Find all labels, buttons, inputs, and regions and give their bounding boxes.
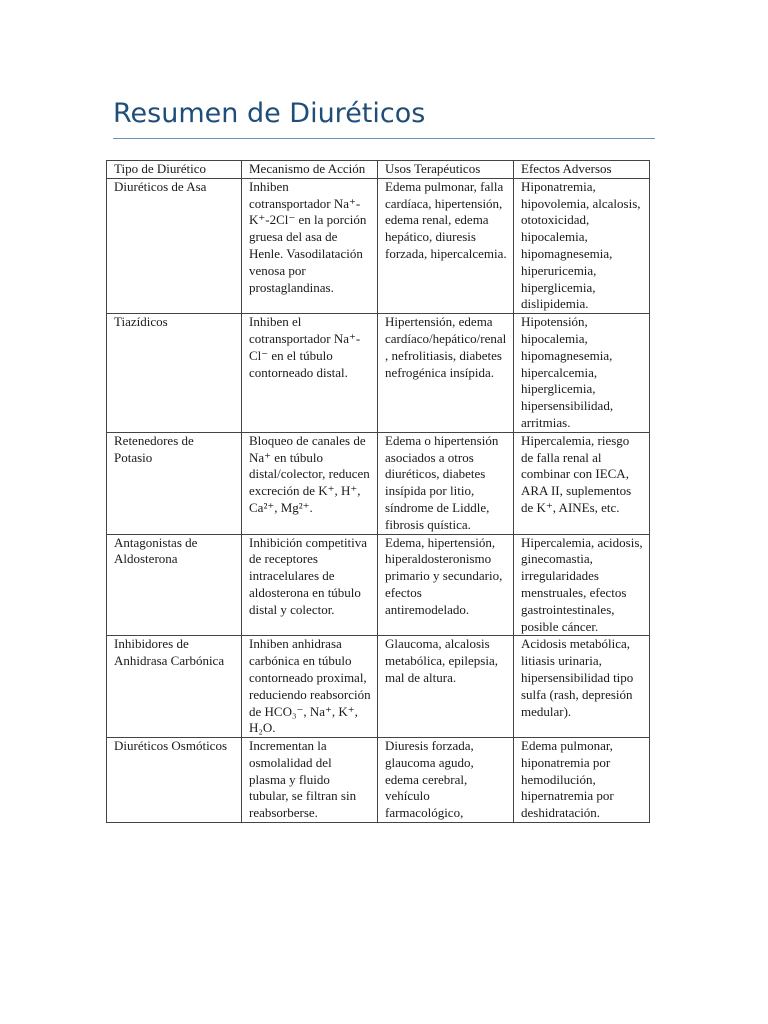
title-underline [113,138,655,139]
cell-efectos: Hipercalemia, acidosis, ginecomastia, irregularidades menstruales, efectos gastrointestinales, posible cáncer. [514,534,650,636]
cell-usos: Hipertensión, edema cardíaco/hepático/renal, nefrolitiasis, diabetes nefrogénica insípida. [378,314,514,433]
cell-usos: Edema, hipertensión, hiperaldosteronismo primario y secundario, efectos antiremodelado. [378,534,514,636]
cell-usos: Diuresis forzada, glaucoma agudo, edema cerebral, vehículo farmacológico, [378,738,514,823]
cell-usos: Edema pulmonar, falla cardíaca, hipertensión, edema renal, edema hepático, diuresis forzada, hipercalcemia. [378,178,514,313]
table-row [107,432,650,534]
cell-usos: Edema o hipertensión asociados a otros diuréticos, diabetes insípida por litio, síndrome de Liddle, fibrosis quística. [378,432,514,534]
cell-efectos: Acidosis metabólica, litiasis urinaria, hipersensibilidad tipo sulfa (rash, depresión medular). [514,636,650,738]
table-row [107,178,650,313]
table-header-row [107,161,650,179]
cell-tipo: Tiazídicos [107,314,242,433]
header-mecanismo: Mecanismo de Acción [242,161,378,179]
cell-tipo: Diuréticos de Asa [107,178,242,313]
diuretics-summary-table [106,160,650,823]
cell-tipo: Inhibidores de Anhidrasa Carbónica [107,636,242,738]
cell-efectos: Hiponatremia, hipovolemia, alcalosis, ototoxicidad, hipocalemia, hipomagnesemia, hiperuricemia, hiperglicemia, dislipidemia. [514,178,650,313]
header-tipo: Tipo de Diurético [107,161,242,179]
table-row [107,314,650,433]
document-title: Resumen de Diuréticos [113,98,426,129]
cell-efectos: Hipercalemia, riesgo de falla renal al combinar con IECA, ARA II, suplementos de K⁺, AINEs, etc. [514,432,650,534]
cell-usos: Glaucoma, alcalosis metabólica, epilepsia, mal de altura. [378,636,514,738]
cell-efectos: Hipotensión, hipocalemia, hipomagnesemia, hipercalcemia, hiperglicemia, hipersensibilidad, arritmias. [514,314,650,433]
header-efectos: Efectos Adversos [514,161,650,179]
table-row [107,738,650,823]
cell-tipo: Diuréticos Osmóticos [107,738,242,823]
cell-efectos: Edema pulmonar, hiponatremia por hemodilución, hipernatremia por deshidratación. [514,738,650,823]
cell-mecanismo: Inhibición competitiva de receptores intracelulares de aldosterona en túbulo distal y colector. [242,534,378,636]
cell-tipo: Antagonistas de Aldosterona [107,534,242,636]
cell-mecanismo: Inhiben el cotransportador Na⁺-Cl⁻ en el túbulo contorneado distal. [242,314,378,433]
table-row [107,636,650,738]
header-usos: Usos Terapéuticos [378,161,514,179]
cell-mecanismo: Inhiben anhidrasa carbónica en túbulo contorneado proximal, reduciendo reabsorción de HCO₃⁻, Na⁺, K⁺, H₂O. [242,636,378,738]
cell-mecanismo: Incrementan la osmolalidad del plasma y fluido tubular, se filtran sin reabsorberse. [242,738,378,823]
cell-mecanismo: Bloqueo de canales de Na⁺ en túbulo distal/colector, reducen excreción de K⁺, H⁺, Ca²⁺, Mg²⁺. [242,432,378,534]
cell-tipo: Retenedores de Potasio [107,432,242,534]
cell-mecanismo: Inhiben cotransportador Na⁺-K⁺-2Cl⁻ en la porción gruesa del asa de Henle. Vasodilatación venosa por prostaglandinas. [242,178,378,313]
table-row [107,534,650,636]
